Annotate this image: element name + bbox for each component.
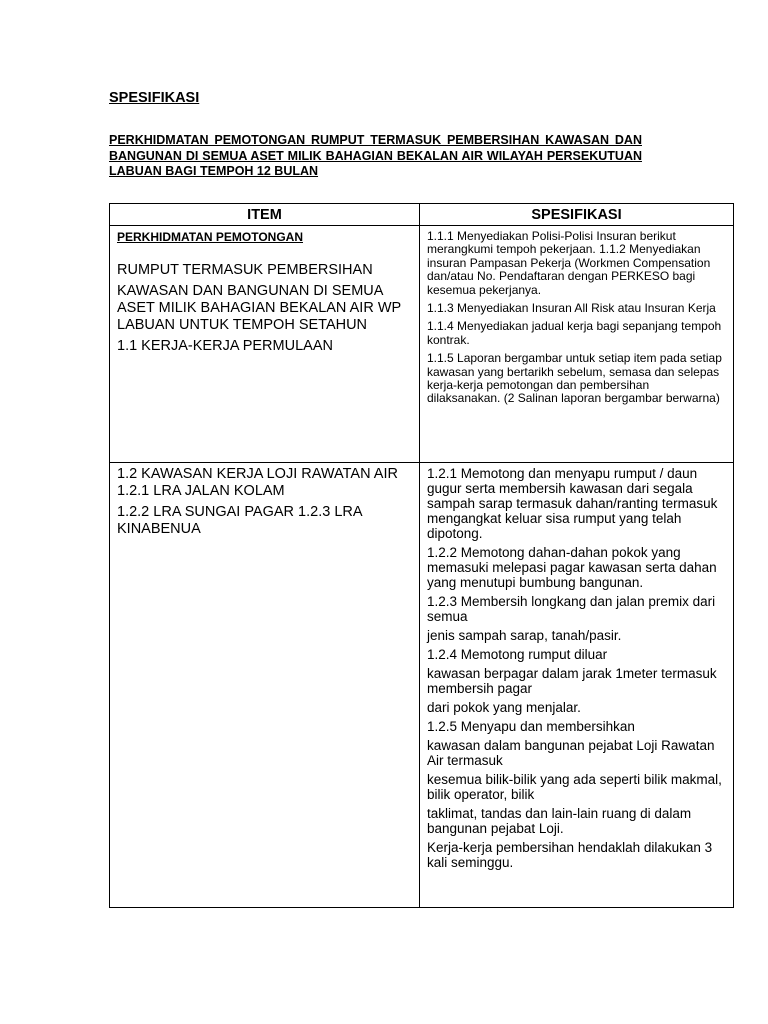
spec-line: 1.2.3 Membersih longkang dan jalan premix dari semua <box>427 594 716 624</box>
item-cell <box>110 463 420 908</box>
specification-table <box>109 203 734 908</box>
page-heading: SPESIFIKASI <box>109 90 200 106</box>
spec-line: jenis sampah sarap, tanah/pasir. <box>427 628 622 643</box>
item-line: KAWASAN DAN BANGUNAN DI SEMUA ASET MILIK BAHAGIAN BEKALAN AIR WP LABUAN UNTUK TEMPOH SETAHUN <box>117 283 401 333</box>
spec-line: Kerja-kerja pembersihan hendaklah dilakukan 3 kali seminggu. <box>427 840 713 870</box>
spec-line: 1.2.2 Memotong dahan-dahan pokok yang memasuki melepasi pagar kawasan serta dahan yang menutupi bumbung bangunan. <box>427 545 717 590</box>
spec-cell <box>420 463 734 908</box>
spec-line: 1.1.1 Menyediakan Polisi-Polisi Insuran berikut merangkumi tempoh pekerjaan. 1.1.2 Menyediakan insuran Pampasan Pekerja (Workmen Compensation dan/atau No. Pendaftaran dengan PERKESO bagi kesemua pekerjanya. <box>427 229 711 297</box>
item-line: RUMPUT TERMASUK PEMBERSIHAN <box>117 262 373 278</box>
spec-line: 1.2.5 Menyapu dan membersihkan <box>427 719 635 734</box>
spec-cell <box>420 226 734 463</box>
spec-line: 1.1.3 Menyediakan Insuran All Risk atau Insuran Kerja <box>427 301 716 316</box>
spec-line: 1.2.1 Memotong dan menyapu rumput / daun gugur serta membersih kawasan dari segala sampah sarap termasuk dahan/ranting termasuk mengangkat keluar sisa rumput yang telah dipotong. <box>427 466 718 541</box>
table-header-row <box>110 204 734 226</box>
spec-line: 1.2.4 Memotong rumput diluar <box>427 647 608 662</box>
spec-line: taklimat, tandas dan lain-lain ruang di dalam bangunan pejabat Loji. <box>427 806 692 836</box>
item-cell <box>110 226 420 463</box>
spec-line: kesemua bilik-bilik yang ada seperti bilik makmal, bilik operator, bilik <box>427 772 722 802</box>
document-title: PERKHIDMATAN PEMOTONGAN RUMPUT TERMASUK PEMBERSIHAN KAWASAN DAN BANGUNAN DI SEMUA ASET MILIK BAHAGIAN BEKALAN AIR WILAYAH PERSEKUTUAN LABUAN BAGI TEMPOH 12 BULAN <box>109 133 642 178</box>
header-spesifikasi: SPESIFIKASI <box>420 204 734 226</box>
item-line: 1.2.2 LRA SUNGAI PAGAR 1.2.3 LRA KINABENUA <box>117 504 362 537</box>
spec-line: 1.1.4 Menyediakan jadual kerja bagi sepanjang tempoh kontrak. <box>427 319 722 347</box>
spec-line: 1.1.5 Laporan bergambar untuk setiap item pada setiap kawasan yang bertarikh sebelum, semasa dan selepas kerja-kerja pemotongan dan pembersihan dilaksanakan. (2 Salinan laporan bergambar berwarna) <box>427 351 722 406</box>
table-row <box>110 226 734 463</box>
spec-line: kawasan berpagar dalam jarak 1meter termasuk membersih pagar <box>427 666 717 696</box>
item-subheading: PERKHIDMATAN PEMOTONGAN <box>117 230 303 244</box>
item-line: 1.2 KAWASAN KERJA LOJI RAWATAN AIR 1.2.1 LRA JALAN KOLAM <box>117 466 398 499</box>
header-item: ITEM <box>110 204 420 226</box>
spec-line: kawasan dalam bangunan pejabat Loji Rawatan Air termasuk <box>427 738 715 768</box>
item-line: 1.1 KERJA-KERJA PERMULAAN <box>117 338 333 354</box>
table-row <box>110 463 734 908</box>
spec-line: dari pokok yang menjalar. <box>427 700 581 715</box>
